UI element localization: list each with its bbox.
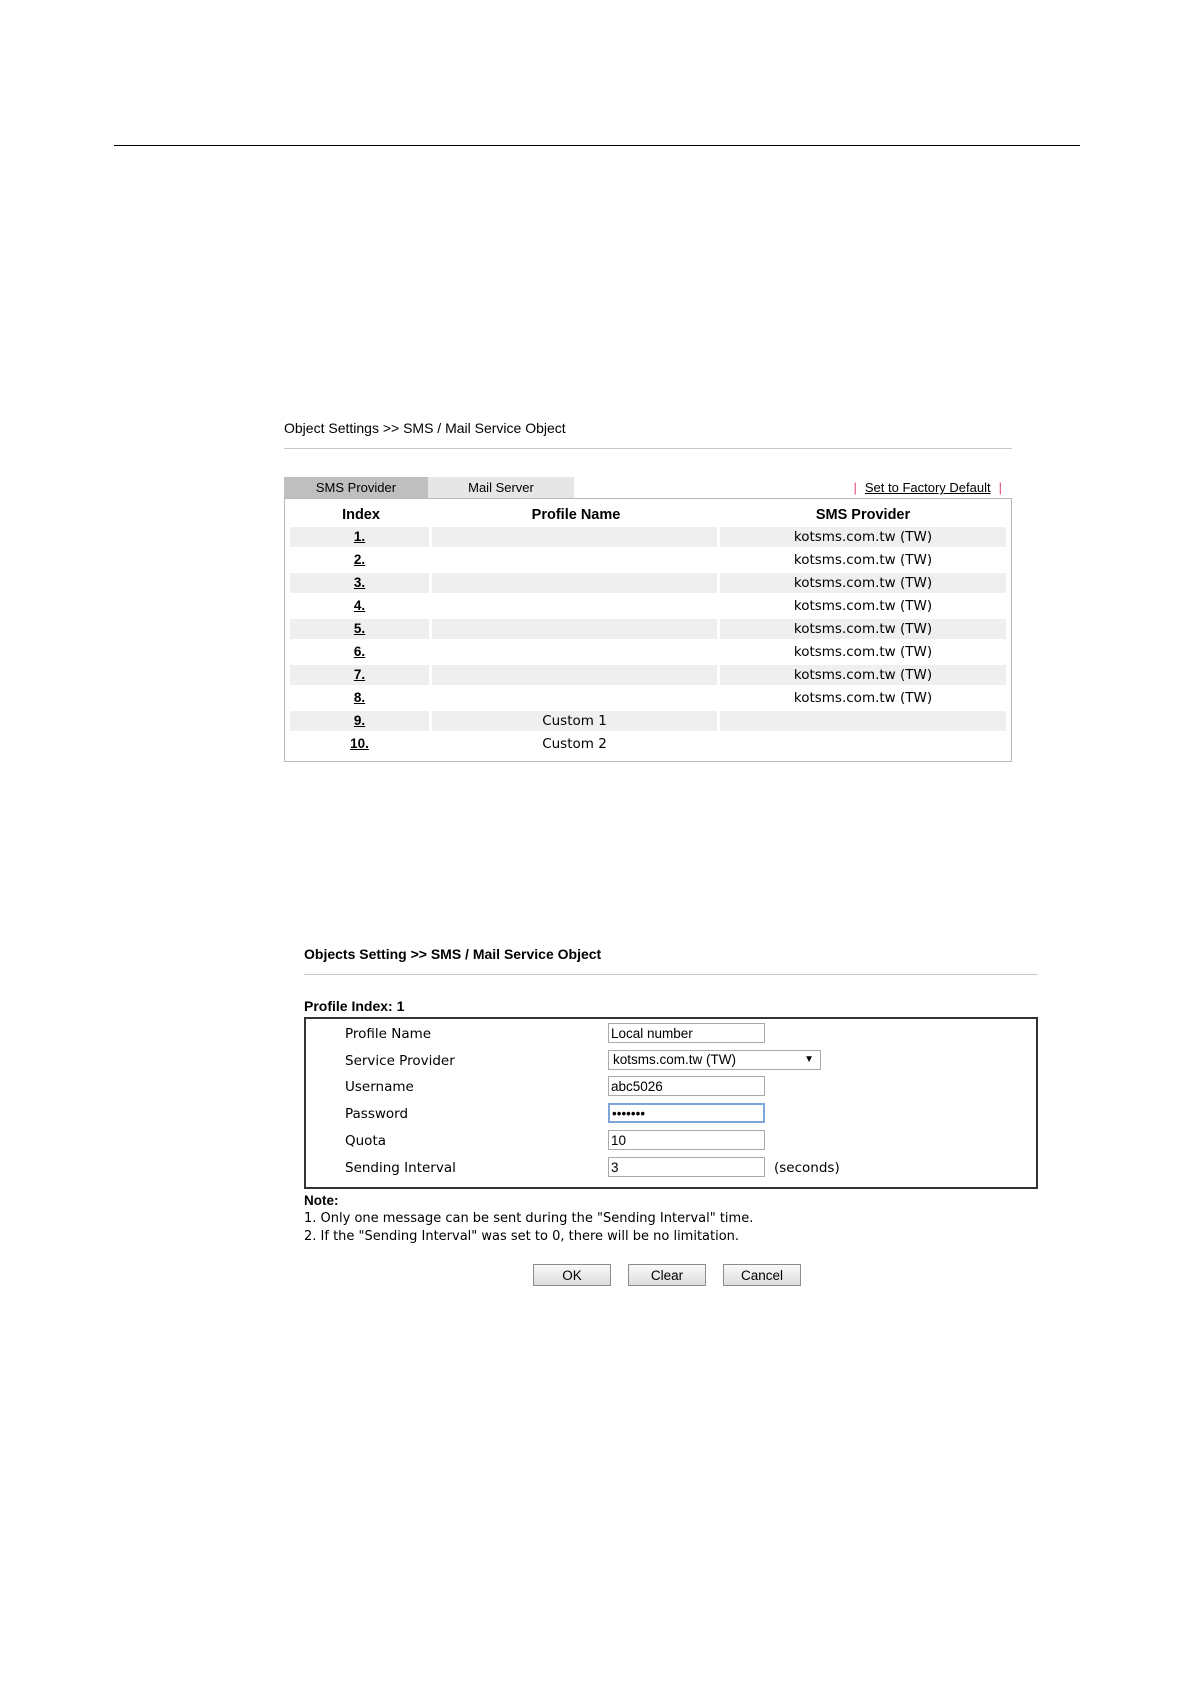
profile-index-link[interactable]: 4.: [353, 598, 366, 613]
index-cell: [290, 550, 432, 570]
profile-index-link[interactable]: 9.: [353, 713, 366, 728]
password-input[interactable]: •••••••: [608, 1103, 765, 1123]
note-line: 1. Only one message can be sent during the "Sending Interval" time.: [304, 1211, 754, 1226]
sms-provider-cell: kotsms.com.tw (TW): [720, 573, 1006, 593]
table-row: [290, 550, 1006, 570]
tab-bar: [284, 477, 1012, 498]
note-section: [304, 1193, 1038, 1244]
profile-index-link[interactable]: 8.: [353, 690, 366, 705]
sms-provider-cell: [720, 711, 1006, 731]
table-header-row: [290, 506, 1006, 524]
index-cell: [290, 642, 432, 662]
sending-interval-input[interactable]: 3: [608, 1157, 765, 1177]
sms-provider-cell: kotsms.com.tw (TW): [720, 619, 1006, 639]
username-label: Username: [345, 1079, 414, 1095]
service-provider-select[interactable]: [608, 1050, 821, 1070]
sms-profile-edit-panel: [304, 944, 1038, 1288]
service-provider-label: Service Provider: [345, 1053, 455, 1069]
separator: |: [998, 480, 1002, 495]
profile-name-cell: [432, 642, 720, 662]
profile-index-link[interactable]: 2.: [353, 552, 366, 567]
service-provider-row: [306, 1050, 1036, 1074]
index-cell: [290, 527, 432, 547]
breadcrumb-divider: [304, 974, 1038, 975]
profile-name-cell: [432, 550, 720, 570]
sending-interval-row: [306, 1157, 1036, 1181]
quota-input[interactable]: 10: [608, 1130, 765, 1150]
profile-name-label: Profile Name: [345, 1026, 432, 1042]
set-to-factory-default-link[interactable]: Set to Factory Default: [864, 480, 991, 495]
index-cell: [290, 711, 432, 731]
note-title: Note:: [304, 1193, 339, 1208]
sending-interval-unit: (seconds): [774, 1160, 840, 1176]
sending-interval-label: Sending Interval: [345, 1160, 456, 1176]
index-cell: [290, 573, 432, 593]
breadcrumb: Objects Setting >> SMS / Mail Service Object: [304, 946, 602, 962]
ok-button[interactable]: OK: [533, 1264, 611, 1286]
profile-name-cell: [432, 665, 720, 685]
tab-mail-server[interactable]: Mail Server: [428, 477, 574, 498]
sms-provider-cell: [720, 734, 1006, 754]
table-row: [290, 573, 1006, 593]
profile-index-link[interactable]: 5.: [353, 621, 366, 636]
password-label: Password: [345, 1106, 409, 1122]
factory-default-area: [845, 477, 1010, 498]
profile-index-link[interactable]: 10.: [350, 736, 369, 751]
index-cell: [290, 665, 432, 685]
profile-name-input[interactable]: Local number: [608, 1023, 765, 1043]
table-row: [290, 711, 1006, 731]
sms-provider-cell: kotsms.com.tw (TW): [793, 644, 933, 660]
separator: |: [853, 480, 857, 495]
column-header-profile-name: Profile Name: [531, 507, 621, 523]
sms-provider-list-panel: [284, 418, 1012, 762]
clear-button[interactable]: Clear: [628, 1264, 706, 1286]
note-line: 2. If the "Sending Interval" was set to 0, there will be no limitation.: [304, 1229, 740, 1244]
breadcrumb-divider: [284, 448, 1012, 449]
table-row: [290, 642, 1006, 662]
cancel-button[interactable]: Cancel: [723, 1264, 801, 1286]
profile-index-link[interactable]: 3.: [353, 575, 366, 590]
column-header-sms-provider: SMS Provider: [815, 507, 911, 523]
profile-table-container: [284, 498, 1012, 762]
profile-name-row: [306, 1023, 1036, 1047]
index-cell: [290, 734, 432, 754]
table-row: [290, 665, 1006, 685]
profile-index-link[interactable]: 7.: [353, 667, 366, 682]
profile-index-link[interactable]: 6.: [353, 644, 366, 659]
profile-name-cell: [432, 573, 720, 593]
sms-provider-cell: kotsms.com.tw (TW): [720, 665, 1006, 685]
sms-provider-cell: kotsms.com.tw (TW): [793, 552, 933, 568]
quota-label: Quota: [345, 1133, 387, 1149]
table-row: [290, 734, 1006, 754]
tab-sms-provider[interactable]: SMS Provider: [284, 477, 428, 498]
index-cell: [290, 596, 432, 616]
table-row: [290, 527, 1006, 547]
profile-index-link[interactable]: 1.: [353, 529, 366, 544]
table-row: [290, 619, 1006, 639]
profile-name-cell: [432, 688, 720, 708]
table-row: [290, 688, 1006, 708]
profile-form: [304, 1017, 1038, 1189]
profile-name-cell: [432, 596, 720, 616]
password-row: [306, 1103, 1036, 1127]
sms-provider-cell: kotsms.com.tw (TW): [720, 527, 1006, 547]
sms-provider-cell: kotsms.com.tw (TW): [793, 690, 933, 706]
username-input[interactable]: abc5026: [608, 1076, 765, 1096]
profile-name-cell: [432, 527, 720, 547]
table-row: [290, 596, 1006, 616]
username-row: [306, 1076, 1036, 1100]
breadcrumb: Object Settings >> SMS / Mail Service Object: [284, 420, 566, 436]
quota-row: [306, 1130, 1036, 1154]
dropdown-arrow-icon: ▼: [804, 1054, 814, 1065]
profile-index-title: Profile Index: 1: [304, 998, 405, 1014]
profile-name-cell: Custom 1: [432, 711, 720, 731]
profile-table: [290, 503, 1006, 757]
column-header-index: Index: [342, 507, 380, 523]
index-cell: [290, 688, 432, 708]
service-provider-selected-value: kotsms.com.tw (TW): [613, 1052, 736, 1067]
action-buttons: [304, 1264, 1038, 1288]
sms-provider-cell: kotsms.com.tw (TW): [793, 598, 933, 614]
index-cell: [290, 619, 432, 639]
profile-name-cell: Custom 2: [432, 734, 720, 754]
page-header-rule: [114, 145, 1080, 146]
profile-name-cell: [432, 619, 720, 639]
